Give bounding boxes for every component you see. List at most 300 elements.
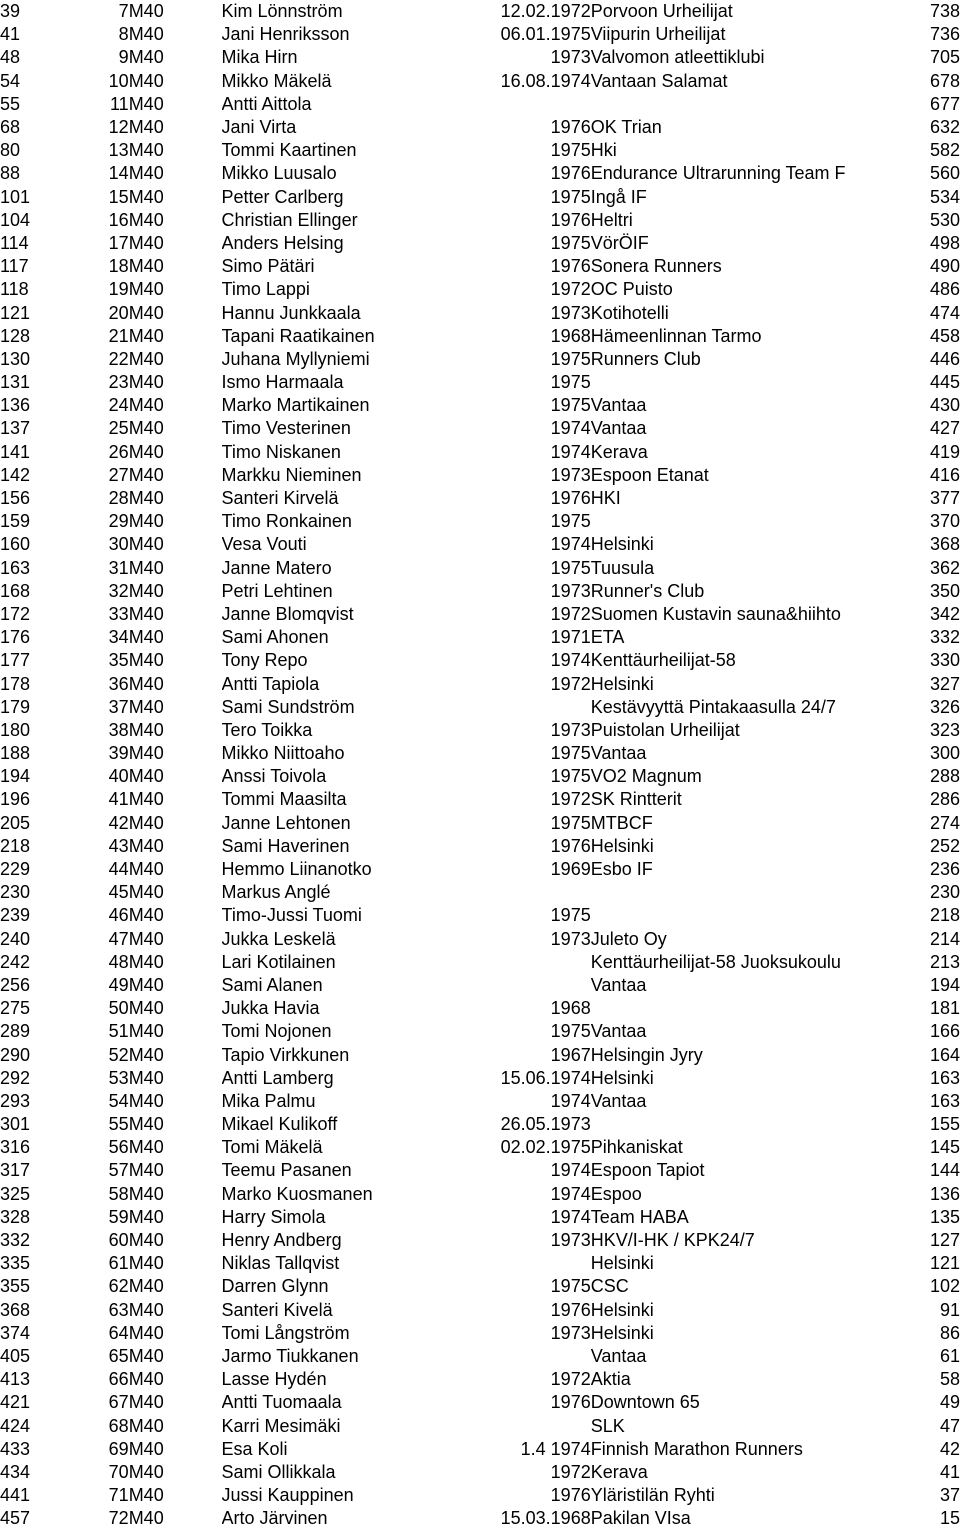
overall-rank-cell: 421: [0, 1392, 31, 1413]
age-class-cell: M40: [128, 464, 164, 485]
club-cell: Helsinki: [590, 1299, 654, 1320]
table-row: [0, 1322, 960, 1345]
age-class-cell: M40: [128, 1369, 164, 1390]
table-row: [0, 417, 960, 440]
age-class-cell: M40: [128, 325, 164, 346]
points-cell: 236: [929, 859, 960, 880]
age-class-cell: M40: [128, 812, 164, 833]
runner-name-cell: Jussi Kauppinen: [221, 1485, 354, 1506]
runner-name-cell: Marko Kuosmanen: [221, 1183, 373, 1204]
runner-name-cell: Harry Simola: [221, 1206, 326, 1227]
points-cell: 102: [929, 1276, 960, 1297]
club-cell: Sonera Runners: [590, 256, 722, 277]
class-position-cell: 45: [108, 882, 129, 903]
points-cell: 342: [929, 603, 960, 624]
table-row: [0, 1461, 960, 1484]
overall-rank-cell: 176: [0, 627, 31, 648]
age-class-cell: M40: [128, 256, 164, 277]
club-cell: Heltri: [590, 209, 633, 230]
club-cell: Vantaan Salamat: [590, 70, 728, 91]
age-class-cell: M40: [128, 1067, 164, 1088]
overall-rank-cell: 441: [0, 1485, 31, 1506]
club-cell: Helsinki: [590, 673, 654, 694]
club-cell: Ingå IF: [590, 186, 647, 207]
runner-name-cell: Mika Palmu: [221, 1090, 316, 1111]
overall-rank-cell: 242: [0, 951, 31, 972]
overall-rank-cell: 114: [0, 232, 29, 253]
table-row: [0, 1391, 960, 1414]
points-cell: 326: [929, 696, 960, 717]
club-cell: SK Rintterit: [590, 789, 682, 810]
class-position-cell: 68: [108, 1415, 129, 1436]
table-row: [0, 1345, 960, 1368]
class-position-cell: 41: [108, 789, 129, 810]
age-class-cell: M40: [128, 1160, 164, 1181]
class-position-cell: 13: [108, 140, 129, 161]
runner-name-cell: Tomi Mäkelä: [221, 1137, 323, 1158]
birth-date-cell: 1974: [550, 650, 591, 671]
birth-date-cell: 1975: [550, 186, 591, 207]
birth-date-cell: 1976: [550, 209, 591, 230]
points-cell: 286: [929, 789, 960, 810]
birth-date-cell: [473, 951, 591, 974]
birth-date-cell: 1975: [550, 348, 591, 369]
overall-rank-cell: 229: [0, 859, 31, 880]
runner-name-cell: Marko Martikainen: [221, 395, 370, 416]
overall-rank-cell: 239: [0, 905, 31, 926]
birth-date-cell: 1974: [550, 1206, 591, 1227]
age-class-cell: M40: [128, 1044, 164, 1065]
birth-date-cell: 15.03.1968: [500, 1508, 591, 1529]
age-class-cell: M40: [128, 70, 164, 91]
table-row: [0, 1507, 960, 1530]
table-row: [0, 371, 960, 394]
overall-rank-cell: 80: [0, 140, 21, 161]
birth-date-cell: 1972: [550, 1461, 591, 1482]
class-position-cell: 50: [108, 998, 129, 1019]
class-position-cell: 54: [108, 1090, 129, 1111]
age-class-cell: M40: [128, 488, 164, 509]
overall-rank-cell: 230: [0, 882, 31, 903]
points-cell: 42: [939, 1438, 960, 1459]
runner-name-cell: Jarmo Tiukkanen: [221, 1345, 359, 1366]
age-class-cell: M40: [128, 673, 164, 694]
table-row: [0, 1043, 960, 1066]
birth-date-cell: 1974: [550, 1090, 591, 1111]
runner-name-cell: Janne Matero: [221, 557, 332, 578]
age-class-cell: M40: [128, 951, 164, 972]
runner-name-cell: Niklas Tallqvist: [221, 1253, 340, 1274]
overall-rank-cell: 424: [0, 1415, 31, 1436]
club-cell: Team HABA: [590, 1206, 689, 1227]
table-row: [0, 510, 960, 533]
overall-rank-cell: 292: [0, 1067, 31, 1088]
birth-date-cell: 1974: [550, 418, 591, 439]
overall-rank-cell: 335: [0, 1253, 31, 1274]
runner-name-cell: Anssi Toivola: [221, 766, 327, 787]
table-row: [0, 951, 960, 974]
class-position-cell: 59: [108, 1206, 129, 1227]
age-class-cell: M40: [128, 905, 164, 926]
points-cell: 678: [929, 70, 960, 91]
club-cell: Valvomon atleettiklubi: [590, 47, 765, 68]
club-cell: OC Puisto: [590, 279, 673, 300]
class-position-cell: 44: [108, 859, 129, 880]
class-position-cell: 47: [108, 928, 129, 949]
table-row: [0, 209, 960, 232]
overall-rank-cell: 178: [0, 673, 31, 694]
club-cell: ETA: [590, 627, 625, 648]
age-class-cell: M40: [128, 117, 164, 138]
age-class-cell: M40: [128, 1299, 164, 1320]
points-cell: 416: [929, 464, 960, 485]
table-row: [0, 232, 960, 255]
table-row: [0, 1067, 960, 1090]
class-position-cell: 70: [108, 1461, 129, 1482]
overall-rank-cell: 128: [0, 325, 31, 346]
runner-name-cell: Mikael Kulikoff: [221, 1114, 338, 1135]
age-class-cell: M40: [128, 1485, 164, 1506]
club-cell: Vantaa: [590, 974, 647, 995]
birth-date-cell: 1976: [550, 1392, 591, 1413]
points-cell: 377: [929, 488, 960, 509]
runner-name-cell: Timo Lappi: [221, 279, 310, 300]
overall-rank-cell: 374: [0, 1322, 31, 1343]
runner-name-cell: Darren Glynn: [221, 1276, 329, 1297]
club-cell: Kenttäurheilijat-58: [590, 650, 736, 671]
age-class-cell: M40: [128, 1183, 164, 1204]
overall-rank-cell: 179: [0, 696, 31, 717]
club-cell: Hämeenlinnan Tarmo: [590, 325, 762, 346]
club-cell: Kotihotelli: [590, 302, 669, 323]
points-cell: 300: [929, 743, 960, 764]
points-cell: 705: [929, 47, 960, 68]
club-cell: Helsinki: [590, 1067, 654, 1088]
club-cell: Vantaa: [590, 418, 647, 439]
club-cell: [591, 1113, 893, 1136]
class-position-cell: 32: [108, 580, 129, 601]
table-row: [0, 649, 960, 672]
birth-date-cell: 1973: [550, 928, 591, 949]
runner-name-cell: Henry Andberg: [221, 1230, 342, 1251]
class-position-cell: 66: [108, 1369, 129, 1390]
birth-date-cell: 16.08.1974: [500, 70, 591, 91]
age-class-cell: M40: [128, 302, 164, 323]
table-row: [0, 1136, 960, 1159]
points-cell: 164: [929, 1044, 960, 1065]
club-cell: Pihkaniskat: [590, 1137, 683, 1158]
points-cell: 213: [929, 951, 960, 972]
class-position-cell: 8: [118, 24, 129, 45]
overall-rank-cell: 172: [0, 603, 31, 624]
class-position-cell: 34: [108, 627, 129, 648]
birth-date-cell: 1975: [550, 905, 591, 926]
overall-rank-cell: 196: [0, 789, 31, 810]
age-class-cell: M40: [128, 186, 164, 207]
overall-rank-cell: 48: [0, 47, 21, 68]
class-position-cell: 21: [108, 325, 129, 346]
age-class-cell: M40: [128, 603, 164, 624]
table-row: [0, 696, 960, 719]
birth-date-cell: 1976: [550, 1299, 591, 1320]
overall-rank-cell: 434: [0, 1461, 31, 1482]
birth-date-cell: 1973: [550, 302, 591, 323]
table-row: [0, 719, 960, 742]
table-row: [0, 1438, 960, 1461]
class-position-cell: 57: [108, 1160, 129, 1181]
runner-name-cell: Mikko Niittoaho: [221, 743, 345, 764]
age-class-cell: M40: [128, 1021, 164, 1042]
table-row: [0, 997, 960, 1020]
club-cell: MTBCF: [590, 812, 653, 833]
table-row: [0, 557, 960, 580]
club-cell: Espoon Tapiot: [590, 1160, 705, 1181]
points-cell: 288: [929, 766, 960, 787]
overall-rank-cell: 130: [0, 348, 31, 369]
overall-rank-cell: 413: [0, 1369, 31, 1390]
points-cell: 166: [929, 1021, 960, 1042]
birth-date-cell: [473, 974, 591, 997]
table-row: [0, 394, 960, 417]
age-class-cell: M40: [128, 24, 164, 45]
runner-name-cell: Markku Nieminen: [221, 464, 362, 485]
table-row: [0, 533, 960, 556]
class-position-cell: 29: [108, 511, 129, 532]
class-position-cell: 53: [108, 1067, 129, 1088]
birth-date-cell: 1974: [550, 1160, 591, 1181]
overall-rank-cell: 142: [0, 464, 31, 485]
table-row: [0, 139, 960, 162]
age-class-cell: M40: [128, 1090, 164, 1111]
points-cell: 419: [929, 441, 960, 462]
runner-name-cell: Esa Koli: [221, 1438, 288, 1459]
points-cell: 362: [929, 557, 960, 578]
club-cell: Juleto Oy: [590, 928, 667, 949]
runner-name-cell: Petter Carlberg: [221, 186, 344, 207]
table-row: [0, 0, 960, 23]
class-position-cell: 51: [108, 1021, 129, 1042]
overall-rank-cell: 180: [0, 719, 31, 740]
points-cell: 135: [929, 1206, 960, 1227]
class-position-cell: 23: [108, 372, 129, 393]
table-row: [0, 626, 960, 649]
table-row: [0, 93, 960, 116]
runner-name-cell: Sami Sundström: [221, 696, 355, 717]
class-position-cell: 39: [108, 743, 129, 764]
birth-date-cell: 1975: [550, 766, 591, 787]
overall-rank-cell: 54: [0, 70, 21, 91]
age-class-cell: M40: [128, 998, 164, 1019]
birth-date-cell: 15.06.1974: [500, 1067, 591, 1088]
birth-date-cell: [473, 1252, 591, 1275]
age-class-cell: M40: [128, 1392, 164, 1413]
overall-rank-cell: 289: [0, 1021, 31, 1042]
birth-date-cell: 1975: [550, 1021, 591, 1042]
birth-date-cell: 1975: [550, 812, 591, 833]
class-position-cell: 65: [108, 1345, 129, 1366]
class-position-cell: 67: [108, 1392, 129, 1413]
age-class-cell: M40: [128, 1461, 164, 1482]
class-position-cell: 61: [108, 1253, 129, 1274]
runner-name-cell: Jukka Leskelä: [221, 928, 336, 949]
runner-name-cell: Tapio Virkkunen: [221, 1044, 350, 1065]
table-row: [0, 70, 960, 93]
table-row: [0, 116, 960, 139]
club-cell: Espoon Etanat: [590, 464, 709, 485]
class-position-cell: 52: [108, 1044, 129, 1065]
table-row: [0, 325, 960, 348]
table-row: [0, 1113, 960, 1136]
overall-rank-cell: 325: [0, 1183, 31, 1204]
club-cell: Vantaa: [590, 1345, 647, 1366]
points-cell: 230: [929, 882, 960, 903]
birth-date-cell: [473, 1345, 591, 1368]
club-cell: Runner's Club: [590, 580, 705, 601]
age-class-cell: M40: [128, 627, 164, 648]
overall-rank-cell: 55: [0, 93, 21, 114]
age-class-cell: M40: [128, 1230, 164, 1251]
table-row: [0, 255, 960, 278]
points-cell: 323: [929, 719, 960, 740]
club-cell: Vantaa: [590, 743, 647, 764]
class-position-cell: 11: [110, 93, 129, 114]
club-cell: Kerava: [590, 441, 648, 462]
table-row: [0, 1368, 960, 1391]
points-cell: 252: [929, 835, 960, 856]
overall-rank-cell: 328: [0, 1206, 31, 1227]
table-row: [0, 1484, 960, 1507]
birth-date-cell: [473, 881, 591, 904]
class-position-cell: 64: [108, 1322, 129, 1343]
class-position-cell: 27: [108, 464, 129, 485]
class-position-cell: 19: [108, 279, 129, 300]
club-cell: SLK: [590, 1415, 625, 1436]
overall-rank-cell: 41: [0, 24, 21, 45]
birth-date-cell: 1974: [550, 441, 591, 462]
club-cell: Vantaa: [590, 395, 647, 416]
club-cell: Helsingin Jyry: [590, 1044, 703, 1065]
class-position-cell: 56: [108, 1137, 129, 1158]
birth-date-cell: 1975: [550, 395, 591, 416]
runner-name-cell: Santeri Kirvelä: [221, 488, 339, 509]
table-row: [0, 186, 960, 209]
points-cell: 155: [929, 1114, 960, 1135]
table-row: [0, 835, 960, 858]
table-row: [0, 278, 960, 301]
overall-rank-cell: 240: [0, 928, 31, 949]
birth-date-cell: 1.4 1974: [520, 1438, 591, 1459]
points-cell: 218: [929, 905, 960, 926]
class-position-cell: 12: [108, 117, 129, 138]
club-cell: [591, 997, 893, 1020]
class-position-cell: 28: [108, 488, 129, 509]
age-class-cell: M40: [128, 1276, 164, 1297]
age-class-cell: M40: [128, 1114, 164, 1135]
table-row: [0, 1275, 960, 1298]
age-class-cell: M40: [128, 279, 164, 300]
runner-name-cell: Arto Järvinen: [221, 1508, 328, 1529]
age-class-cell: M40: [128, 766, 164, 787]
runner-name-cell: Lasse Hydén: [221, 1369, 327, 1390]
class-position-cell: 20: [108, 302, 129, 323]
class-position-cell: 14: [108, 163, 129, 184]
runner-name-cell: Santeri Kivelä: [221, 1299, 333, 1320]
runner-name-cell: Jani Henriksson: [221, 24, 350, 45]
table-row: [0, 580, 960, 603]
points-cell: 330: [929, 650, 960, 671]
class-position-cell: 7: [118, 1, 129, 22]
class-position-cell: 69: [108, 1438, 129, 1459]
table-row: [0, 928, 960, 951]
table-row: [0, 348, 960, 371]
class-position-cell: 60: [108, 1230, 129, 1251]
overall-rank-cell: 316: [0, 1137, 31, 1158]
points-cell: 15: [939, 1508, 960, 1529]
birth-date-cell: 02.02.1975: [500, 1137, 591, 1158]
club-cell: Helsinki: [590, 1322, 654, 1343]
overall-rank-cell: 355: [0, 1276, 31, 1297]
runner-name-cell: Juhana Myllyniemi: [221, 348, 370, 369]
birth-date-cell: 12.02.1972: [500, 1, 591, 22]
points-cell: 214: [929, 928, 960, 949]
table-row: [0, 23, 960, 46]
overall-rank-cell: 137: [0, 418, 31, 439]
club-cell: Yläristilän Ryhti: [590, 1485, 715, 1506]
runner-name-cell: Sami Ollikkala: [221, 1461, 336, 1482]
points-cell: 736: [929, 24, 960, 45]
birth-date-cell: 1975: [550, 1276, 591, 1297]
overall-rank-cell: 368: [0, 1299, 31, 1320]
runner-name-cell: Janne Lehtonen: [221, 812, 351, 833]
points-cell: 446: [929, 348, 960, 369]
points-cell: 274: [929, 812, 960, 833]
club-cell: Suomen Kustavin sauna&hiihto: [590, 603, 841, 624]
overall-rank-cell: 101: [0, 186, 31, 207]
overall-rank-cell: 205: [0, 812, 31, 833]
age-class-cell: M40: [128, 1322, 164, 1343]
club-cell: Helsinki: [590, 835, 654, 856]
table-row: [0, 672, 960, 695]
runner-name-cell: Petri Lehtinen: [221, 580, 333, 601]
table-row: [0, 46, 960, 69]
age-class-cell: M40: [128, 372, 164, 393]
overall-rank-cell: 39: [0, 1, 21, 22]
birth-date-cell: 1976: [550, 835, 591, 856]
club-cell: Hki: [590, 140, 617, 161]
birth-date-cell: 1967: [550, 1044, 591, 1065]
age-class-cell: M40: [128, 974, 164, 995]
birth-date-cell: 1976: [550, 488, 591, 509]
class-position-cell: 25: [108, 418, 129, 439]
table-row: [0, 881, 960, 904]
club-cell: Kenttäurheilijat-58 Juoksukoulu: [590, 951, 841, 972]
overall-rank-cell: 117: [0, 256, 29, 277]
birth-date-cell: 1973: [550, 464, 591, 485]
birth-date-cell: 1972: [550, 789, 591, 810]
table-row: [0, 603, 960, 626]
runner-name-cell: Hannu Junkkaala: [221, 302, 361, 323]
table-row: [0, 162, 960, 185]
runner-name-cell: Timo Niskanen: [221, 441, 341, 462]
age-class-cell: M40: [128, 719, 164, 740]
class-position-cell: 16: [108, 209, 129, 230]
points-cell: 181: [929, 998, 960, 1019]
runner-name-cell: Markus Anglé: [221, 882, 331, 903]
overall-rank-cell: 68: [0, 117, 21, 138]
runner-name-cell: Antti Tuomaala: [221, 1392, 342, 1413]
runner-name-cell: Janne Blomqvist: [221, 603, 354, 624]
club-cell: [591, 93, 893, 116]
